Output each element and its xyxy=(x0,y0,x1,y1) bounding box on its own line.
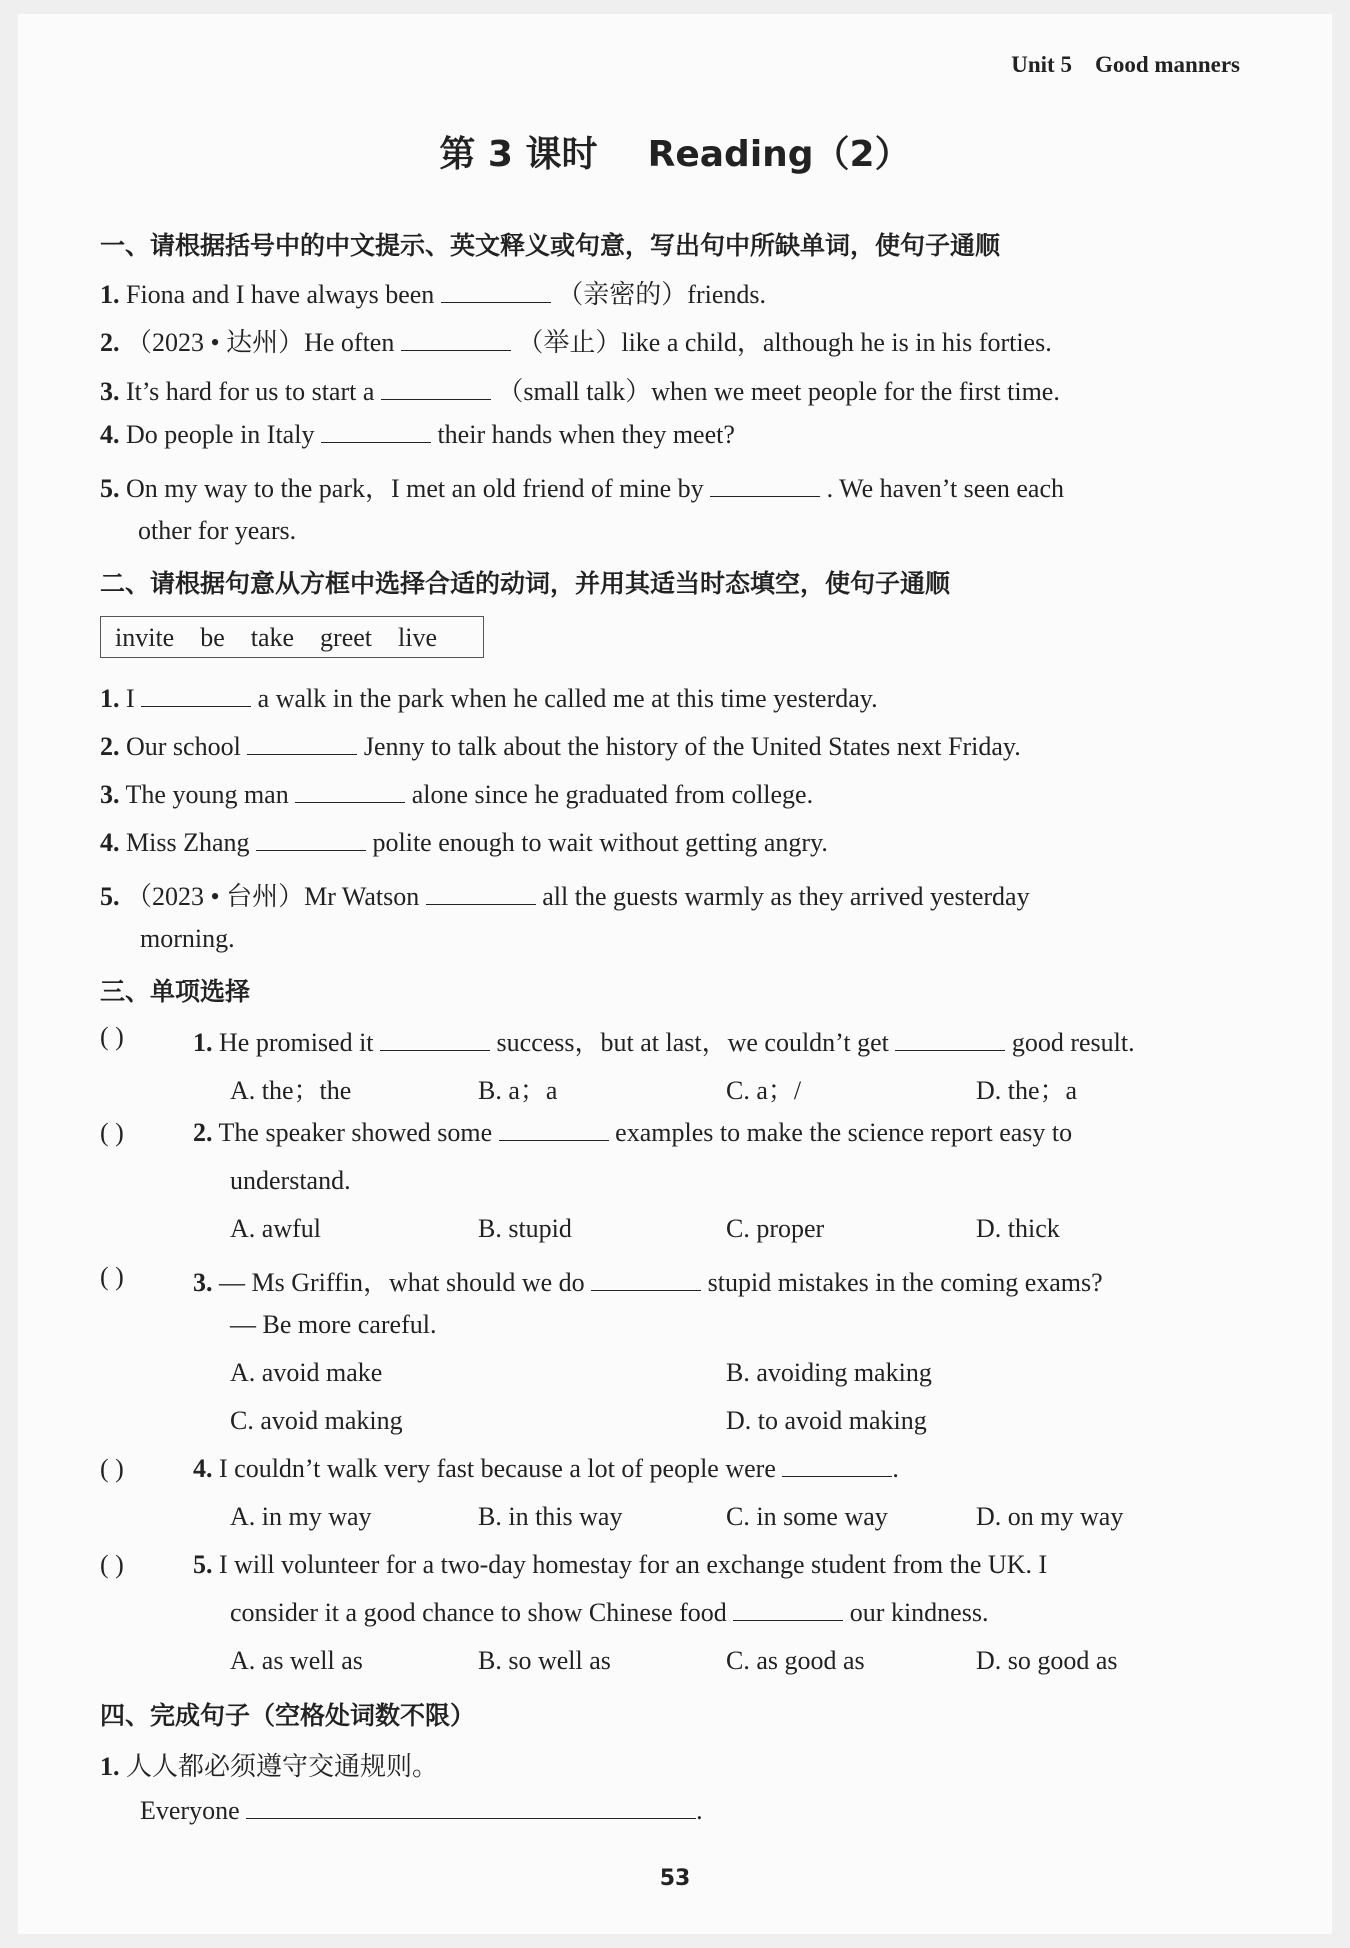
s3-q5-option-a[interactable]: A. as well as xyxy=(230,1646,363,1675)
answer-blank[interactable] xyxy=(426,882,536,905)
word-bank-box: invite be take greet live xyxy=(100,616,484,658)
s3-q1-option-a[interactable]: A. the；the xyxy=(230,1076,352,1105)
answer-blank[interactable] xyxy=(710,474,820,497)
question-number: 3. xyxy=(193,1268,213,1297)
s3-q4-option-a[interactable]: A. in my way xyxy=(230,1502,372,1531)
s3-q2-option-b[interactable]: B. stupid xyxy=(478,1214,572,1243)
s1-question-4 xyxy=(100,420,735,450)
answer-blank[interactable] xyxy=(401,328,511,351)
page-number: 53 xyxy=(659,1866,691,1891)
s3-question-2 xyxy=(193,1118,1072,1148)
question-text: Our school xyxy=(126,732,241,761)
s3-q2-option-a[interactable]: A. awful xyxy=(230,1214,321,1243)
s3-q3-option-c[interactable]: C. avoid making xyxy=(230,1406,403,1435)
question-number: 2. xyxy=(100,732,120,761)
s3-question-5 xyxy=(193,1550,1047,1580)
s3-q3-option-a[interactable]: A. avoid make xyxy=(230,1358,383,1387)
s3-q5-option-c[interactable]: C. as good as xyxy=(726,1646,865,1675)
section-3-heading: 三、单项选择 xyxy=(100,977,251,1006)
question-text: Do people in Italy xyxy=(126,420,315,449)
question-text: Everyone xyxy=(140,1796,240,1825)
s3-q1-option-d[interactable]: D. the；a xyxy=(976,1076,1078,1105)
s3-q2-option-d[interactable]: D. thick xyxy=(976,1214,1060,1243)
answer-blank[interactable] xyxy=(782,1454,892,1477)
question-text: I will volunteer for a two-day homestay for an exchange student from the UK. I xyxy=(219,1550,1048,1579)
answer-blank[interactable] xyxy=(381,377,491,400)
section-2-heading: 二、请根据句意从方框中选择合适的动词，并用其适当时态填空，使句子通顺 xyxy=(100,569,951,598)
question-number: 5. xyxy=(100,882,120,911)
answer-blank[interactable] xyxy=(380,1028,490,1051)
question-number: 1. xyxy=(100,280,120,309)
question-text: It’s hard for us to start a xyxy=(126,377,375,406)
question-number: 1. xyxy=(100,684,120,713)
page-title: 第 3 课时 Reading（2） xyxy=(439,134,911,175)
question-number: 5. xyxy=(100,474,120,503)
s4-question-1 xyxy=(100,1746,438,1783)
question-text: polite enough to wait without getting angry. xyxy=(372,828,828,857)
answer-blank[interactable] xyxy=(141,684,251,707)
question-text: success，but at last，we couldn’t get xyxy=(496,1028,889,1057)
question-text: （2023 • 达州）He often xyxy=(126,328,395,357)
s3-q4-option-c[interactable]: C. in some way xyxy=(726,1502,888,1531)
s3-q3-option-b[interactable]: B. avoiding making xyxy=(726,1358,932,1387)
s3-answer-paren-2[interactable]: ( ) xyxy=(100,1118,124,1147)
question-text: stupid mistakes in the coming exams? xyxy=(707,1268,1103,1297)
question-text: I couldn’t walk very fast because a lot of people were xyxy=(219,1454,776,1483)
s2-question-3 xyxy=(100,780,813,810)
s3-question-3 xyxy=(193,1262,1103,1299)
question-number: 4. xyxy=(193,1454,213,1483)
answer-blank[interactable] xyxy=(321,420,431,443)
s2-question-4 xyxy=(100,828,828,858)
answer-blank[interactable] xyxy=(895,1028,1005,1051)
s3-question-4 xyxy=(193,1454,899,1484)
question-number: 2. xyxy=(193,1118,213,1147)
question-text: good result. xyxy=(1011,1028,1135,1057)
question-text: a walk in the park when he called me at this time yesterday. xyxy=(257,684,878,713)
question-number: 2. xyxy=(100,328,120,357)
question-text: （举止）like a child，although he is in his forties. xyxy=(517,328,1052,357)
s3-q4-option-b[interactable]: B. in this way xyxy=(478,1502,623,1531)
question-text: I xyxy=(126,684,135,713)
question-number: 3. xyxy=(100,780,120,809)
question-text: — Ms Griffin，what should we do xyxy=(219,1268,585,1297)
question-text: （2023 • 台州）Mr Watson xyxy=(126,882,420,911)
s3-answer-paren-3[interactable]: ( ) xyxy=(100,1262,124,1291)
s3-answer-paren-1[interactable]: ( ) xyxy=(100,1022,124,1051)
section-4-heading: 四、完成句子（空格处词数不限） xyxy=(100,1701,476,1730)
s3-question-1 xyxy=(193,1022,1135,1059)
s3-question-3-reply: — Be more careful. xyxy=(230,1310,437,1339)
question-text: Miss Zhang xyxy=(126,828,250,857)
s3-q5-option-b[interactable]: B. so well as xyxy=(478,1646,611,1675)
s3-q5-option-d[interactable]: D. so good as xyxy=(976,1646,1118,1675)
question-number: 4. xyxy=(100,420,120,449)
section-1-heading: 一、请根据括号中的中文提示、英文释义或句意，写出句中所缺单词，使句子通顺 xyxy=(100,231,1001,260)
question-number: 1. xyxy=(193,1028,213,1057)
s1-question-5-continued: other for years. xyxy=(138,516,297,545)
s4-question-1-answer-line xyxy=(140,1796,703,1826)
question-text: The young man xyxy=(125,780,289,809)
answer-blank[interactable] xyxy=(441,280,551,303)
question-number: 1. xyxy=(100,1752,120,1781)
question-text: On my way to the park，I met an old friend of mine by xyxy=(126,474,704,503)
question-text: （small talk）when we meet people for the first time. xyxy=(497,377,1060,406)
question-number: 5. xyxy=(193,1550,213,1579)
s2-question-5-continued: morning. xyxy=(140,924,235,953)
question-text: （亲密的）friends. xyxy=(557,280,766,309)
answer-blank[interactable] xyxy=(733,1598,843,1621)
question-number: 4. xyxy=(100,828,120,857)
s3-answer-paren-5[interactable]: ( ) xyxy=(100,1550,124,1579)
s3-q4-option-d[interactable]: D. on my way xyxy=(976,1502,1124,1531)
question-text: their hands when they meet? xyxy=(437,420,735,449)
question-text: examples to make the science report easy to xyxy=(615,1118,1073,1147)
question-text: He promised it xyxy=(219,1028,374,1057)
question-text: . xyxy=(696,1796,703,1825)
question-text: . xyxy=(892,1454,899,1483)
s3-answer-paren-4[interactable]: ( ) xyxy=(100,1454,124,1483)
question-text: all the guests warmly as they arrived yesterday xyxy=(542,882,1030,911)
s1-question-5 xyxy=(100,468,1064,505)
question-text: alone since he graduated from college. xyxy=(411,780,814,809)
question-number: 3. xyxy=(100,377,120,406)
s2-question-1 xyxy=(100,684,878,714)
s1-question-2 xyxy=(100,322,1052,359)
answer-blank[interactable] xyxy=(591,1268,701,1291)
s3-question-2-continued: understand. xyxy=(230,1166,351,1195)
answer-blank[interactable] xyxy=(499,1118,609,1141)
unit-header: Unit 5 Good manners xyxy=(1011,52,1240,77)
s2-question-5 xyxy=(100,876,1030,913)
answer-blank[interactable] xyxy=(247,732,357,755)
s3-q2-option-c[interactable]: C. proper xyxy=(726,1214,825,1243)
s3-question-5-continued xyxy=(230,1598,988,1628)
question-text: . We haven’t seen each xyxy=(826,474,1064,503)
s2-question-2 xyxy=(100,732,1021,762)
question-text: Jenny to talk about the history of the United States next Friday. xyxy=(363,732,1021,761)
question-text: Fiona and I have always been xyxy=(126,280,435,309)
answer-blank[interactable] xyxy=(295,780,405,803)
s3-q1-option-b[interactable]: B. a；a xyxy=(478,1076,558,1105)
s3-q3-option-d[interactable]: D. to avoid making xyxy=(726,1406,927,1435)
answer-blank[interactable] xyxy=(246,1796,696,1819)
s1-question-3 xyxy=(100,371,1060,408)
question-text: consider it a good chance to show Chinese food xyxy=(230,1598,727,1627)
question-text: 人人都必须遵守交通规则。 xyxy=(126,1752,439,1781)
s3-q1-option-c[interactable]: C. a；/ xyxy=(726,1076,802,1105)
s1-question-1 xyxy=(100,274,766,311)
answer-blank[interactable] xyxy=(256,828,366,851)
question-text: our kindness. xyxy=(849,1598,989,1627)
question-text: The speaker showed some xyxy=(218,1118,493,1147)
